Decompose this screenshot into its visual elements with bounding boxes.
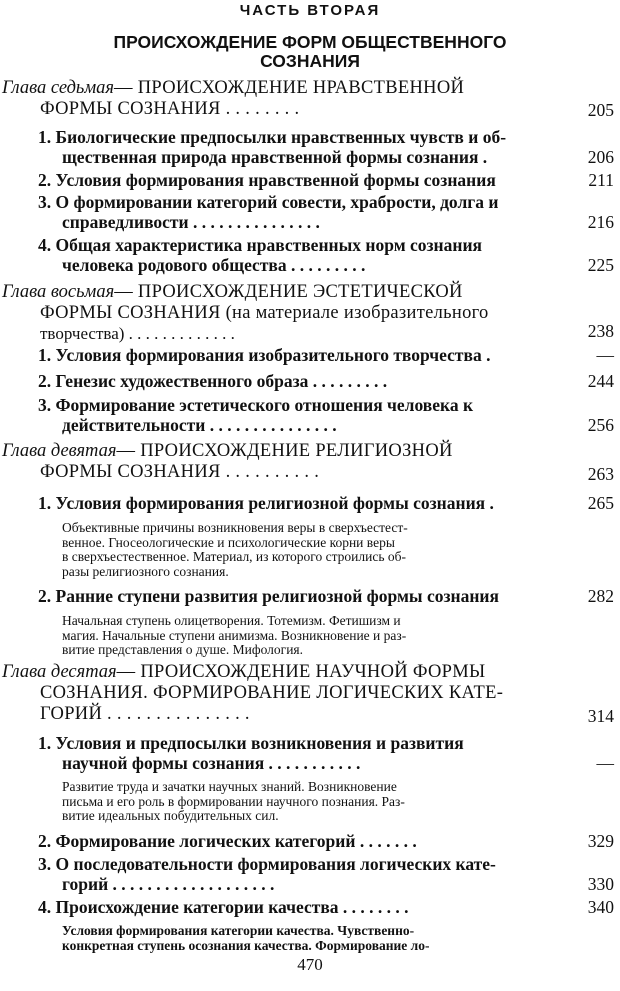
note-line: витие представления о душе. Мифология. [62,642,304,658]
toc-item-page: 216 [587,212,614,232]
note-line: венное. Гносеологические и психологические корни веры [62,534,395,550]
chapter-10-page: 314 [587,706,614,726]
toc-item-page: 340 [587,897,614,917]
toc-item-page: 329 [587,831,614,851]
toc-item-page: 330 [587,874,614,894]
note-line: Развитие труда и зачатки научных знаний. Возникновение [62,779,397,794]
chapter-8-title-line-3: творчества) . . . . . . . . . . . . . [40,324,235,343]
toc-item-page: 206 [587,147,614,167]
toc-item-line: 3. Формирование эстетического отношения человека к [38,395,474,415]
toc-item-page: 265 [587,493,614,513]
toc-item-line: 1. Условия формирования религиозной формы сознания . [38,493,494,513]
toc-item-page: — [596,345,614,365]
chapter-7-page: 205 [587,100,614,120]
chapter-8-title-line-1: — ПРОИСХОЖДЕНИЕ ЭСТЕТИЧЕСКОЙ [114,282,463,302]
chapter-10-label: Глава десятая [2,662,117,682]
note-line: Начальная ступень олицетворения. Тотемизм. Фетишизм и [62,613,401,628]
toc-item-line: человека родового общества . . . . . . . . . [62,255,366,275]
toc-item-line: щественная природа нравственной формы сознания . [62,147,488,167]
chapter-9-page: 263 [587,464,614,484]
chapter-7-label: Глава седьмая [2,78,115,98]
toc-item-line: 2. Ранние ступени развития религиозной формы сознания [38,586,499,606]
chapter-8-title-line-2: ФОРМЫ СОЗНАНИЯ (на материале изобразительного [40,303,489,323]
chapter-7-title-line-2: ФОРМЫ СОЗНАНИЯ . . . . . . . . [40,99,300,119]
chapter-10-title-line-1: — ПРОИСХОЖДЕНИЕ НАУЧНОЙ ФОРМЫ [116,662,486,682]
toc-item-line: горий . . . . . . . . . . . . . . . . . . . [62,874,275,894]
toc-item-line: 2. Формирование логических категорий . . . . . . . [38,831,417,851]
toc-item-page: 282 [587,586,614,606]
chapter-8-label: Глава восьмая [2,282,115,302]
note-line: конкретная ступень осознания качества. Формирование ло- [62,937,430,953]
note-line: разы религиозного сознания. [62,563,229,579]
chapter-10-title-line-2: СОЗНАНИЯ. ФОРМИРОВАНИЕ ЛОГИЧЕСКИХ КАТЕ- [40,683,504,703]
toc-item-line: 1. Условия и предпосылки возникновения и развития [38,733,464,753]
note-line: витие идеальных побудительных сил. [62,808,279,824]
toc-item-page: 211 [588,170,614,190]
toc-item-line: 1. Биологические предпосылки нравственных чувств и об- [38,127,507,147]
toc-item-line: 2. Генезис художественного образа . . . . . . . . . [38,371,388,391]
chapter-9-title-line-1: — ПРОИСХОЖДЕНИЕ РЕЛИГИОЗНОЙ [116,441,453,461]
note-line: Объективные причины возникновения веры в сверхъестест- [62,520,408,535]
note-line: в сверхъестественное. Материал, из которого строились об- [62,549,406,565]
toc-item-page: — [596,753,614,773]
toc-item-line: 2. Условия формирования нравственной формы сознания [38,170,496,190]
toc-item-line: 4. Происхождение категории качества . . . . . . . . [38,897,409,917]
chapter-9-title-line-2: ФОРМЫ СОЗНАНИЯ . . . . . . . . . . [40,462,320,482]
toc-item-line: справедливости . . . . . . . . . . . . . . . [62,212,320,232]
note-line: магия. Начальные ступени анимизма. Возникновение и раз- [62,627,407,643]
toc-item-line: 1. Условия формирования изобразительного творчества . [38,345,491,365]
chapter-8-page: 238 [587,321,614,341]
toc-item-page: 256 [587,415,614,435]
chapter-9-label: Глава девятая [2,441,117,461]
part-title: ЧАСТЬ ВТОРАЯ [239,2,381,19]
toc-item-page: 225 [587,255,614,275]
note-line: письма и его роль в формировании научного познания. Раз- [62,793,405,809]
toc-item-line: 3. О последовательности формирования логических кате- [38,854,496,874]
toc-item-line: научной формы сознания . . . . . . . . . . . [62,753,361,773]
toc-item-line: действительности . . . . . . . . . . . . . . . [62,415,337,435]
toc-item-line: 4. Общая характеристика нравственных норм сознания [38,235,483,255]
page-number: 470 [297,955,323,974]
chapter-7-title-line-1: — ПРОИСХОЖДЕНИЕ НРАВСТВЕННОЙ [114,78,465,98]
toc-item-line: 3. О формировании категорий совести, храбрости, долга и [38,192,499,212]
section-heading-line-1: ПРОИСХОЖДЕНИЕ ФОРМ ОБЩЕСТВЕННОГО [113,32,507,52]
note-line: Условия формирования категории качества. Чувственно- [62,923,415,938]
chapter-10-title-line-3: ГОРИЙ . . . . . . . . . . . . . . . [40,704,250,724]
section-heading-line-2: СОЗНАНИЯ [260,51,360,71]
toc-item-page: 244 [587,371,614,391]
